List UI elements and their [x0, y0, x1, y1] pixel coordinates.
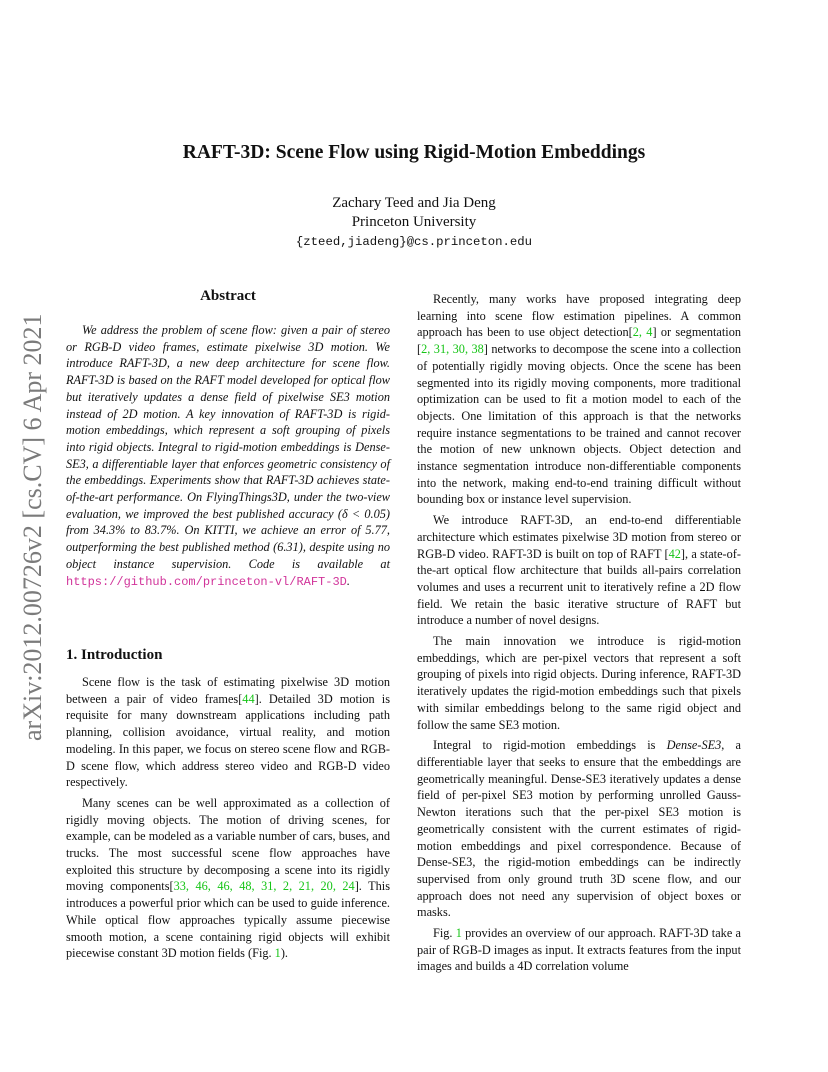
citation-link[interactable]: 42: [668, 546, 681, 561]
paper-affiliation: Princeton University: [351, 214, 477, 230]
intro-text: Scene flow is the task of estimating pixelwise 3D motion between a pair of video frames[: [66, 675, 390, 706]
citation-link[interactable]: 33, 46, 46, 48, 31, 2, 21, 20, 24: [173, 879, 355, 894]
figure-link[interactable]: 1: [274, 946, 281, 961]
body-text: Integral to rigid-motion embeddings is: [433, 738, 667, 753]
intro-paragraph-1: [66, 674, 390, 791]
intro-paragraph-2: [66, 795, 390, 962]
body-text: Recently, many works have proposed integrating deep learning into scene flow estimation pipelines. A common approach has been to use object detection[: [417, 292, 741, 340]
paper-title: RAFT-3D: Scene Flow using Rigid-Motion Embeddings: [182, 142, 646, 163]
citation-link[interactable]: 2, 31, 30, 38: [421, 342, 484, 357]
intro-body: [66, 674, 390, 962]
body-text: Fig.: [433, 926, 456, 941]
abstract-paragraph: [66, 322, 390, 590]
paper-authors: Zachary Teed and Jia Deng: [332, 195, 496, 211]
right-paragraph-4: [417, 737, 741, 921]
citation-link[interactable]: 44: [242, 691, 255, 706]
abstract-end: .: [346, 573, 350, 588]
right-paragraph-1: [417, 291, 741, 508]
figure-link[interactable]: 1: [455, 926, 462, 941]
intro-text: ]. This introduces a powerful prior which can be used to guide inference. While optical flow approaches typically assume piecewise smooth motion, a scene containing rigid objects will exhibit piecewise constant 3D motion fields (Fig.: [66, 879, 390, 961]
abstract-body: [66, 322, 390, 590]
abstract-heading: Abstract: [200, 288, 256, 304]
author-email: {zteed,jiadeng}@cs.princeton.edu: [295, 235, 533, 249]
intro-heading: 1. Introduction: [66, 647, 163, 663]
body-text: , a differentiable layer that seeks to ensure that the embeddings are geometrically meaningful. Dense-SE3 iteratively updates a dense field of per-pixel SE3 motion by performing unrolled Gauss-Newton iterations such that the per-pixel SE3 motion is geometrically consistent with the current estimates of rigid-motion embeddings and pixel correspondence. Because of Dense-SE3, the rigid-motion embeddings can be indirectly supervised from only ground truth 3D scene flow, and our approach does not need any supervision of object boxes or masks.: [417, 738, 742, 920]
right-paragraph-2: [417, 512, 741, 629]
intro-text: Many scenes can be well approximated as a collection of rigidly moving objects. The motion of driving scenes, for example, can be modeled as a variable number of cars, buses, and trucks. The most successful scene flow approaches have exploited this structure by decomposing a scene into its rigidly moving components[: [66, 795, 390, 894]
body-text: ] networks to decompose the scene into a collection of potentially rigidly moving objects. Once the scene has been segmented into its rigidly moving components, more traditional optimization can be used to fit a motion model to each of the objects. One limitation of this approach is that the networks require instance segmentations to be trained and cannot recover the motion of new unknown objects. Object detection and instance segmentation introduce non-differentiable components into the network, making end-to-end training difficult without bounding box or instance level supervision.: [417, 342, 741, 507]
right-paragraph-3: The main innovation we introduce is rigid-motion embeddings, which are per-pixel vectors that represent a soft grouping of pixels into rigid objects. During inference, RAFT-3D iteratively updates the rigid-motion embeddings such that pixels with similar embeddings belong to the same rigid object and follow the same SE3 motion.: [417, 634, 741, 732]
citation-link[interactable]: 2, 4: [632, 325, 653, 340]
body-text: provides an overview of our approach. RAFT-3D take a pair of RGB-D images as input. It extracts features from the input images and builds a 4D correlation volume: [417, 926, 741, 974]
intro-text: ]. Detailed 3D motion is requisite for many downstream applications including path planning, collision avoidance, virtual reality, and motion modeling. In this paper, we focus on stereo scene flow and RGB-D scene flow, which address stereo video and RGB-D video respectively.: [66, 691, 390, 790]
abstract-text: We address the problem of scene flow: given a pair of stereo or RGB-D video frames, estimate pixelwise 3D motion. We introduce RAFT-3D, a new deep architecture for scene flow. RAFT-3D is based on the RAFT model developed for optical flow but iteratively updates a dense field of pixelwise SE3 motion instead of 2D motion. A key innovation of RAFT-3D is rigid-motion embeddings, which represent a soft grouping of pixels into rigid objects. Integral to rigid-motion embeddings is Dense-SE3, a differentiable layer that enforces geometric consistency of the embeddings. Experiments show that RAFT-3D achieves state-of-the-art performance. On FlyingThings3D, under the two-view evaluation, we improved the best published accuracy (δ < 0.05) from 34.3% to 83.7%. On KITTI, we achieve an error of 5.77, outperforming the best published method (6.31), despite using no object instance supervision. Code is available at: [66, 323, 390, 571]
right-column: [417, 291, 741, 975]
body-text: ] or segmentation [: [417, 325, 741, 357]
intro-text: ).: [280, 946, 288, 961]
right-paragraph-5: [417, 925, 741, 975]
body-text: ], a state-of-the-art optical flow architecture that builds all-pairs correlation volumes and uses a recurrent unit to iteratively refine a 2D flow field. We retain the basic iterative structure of RAFT but introduce a number of novel designs.: [417, 546, 741, 628]
body-text: We introduce RAFT-3D, an end-to-end differentiable architecture which estimates pixelwise 3D motion from stereo or RGB-D video. RAFT-3D is built on top of RAFT [: [417, 513, 741, 561]
code-link[interactable]: https://github.com/princeton-vl/RAFT-3D: [66, 574, 347, 589]
arxiv-identifier: arXiv:2012.00726v2 [cs.CV] 6 Apr 2021: [18, 313, 47, 741]
emphasis-term: Dense-SE3: [666, 738, 722, 753]
